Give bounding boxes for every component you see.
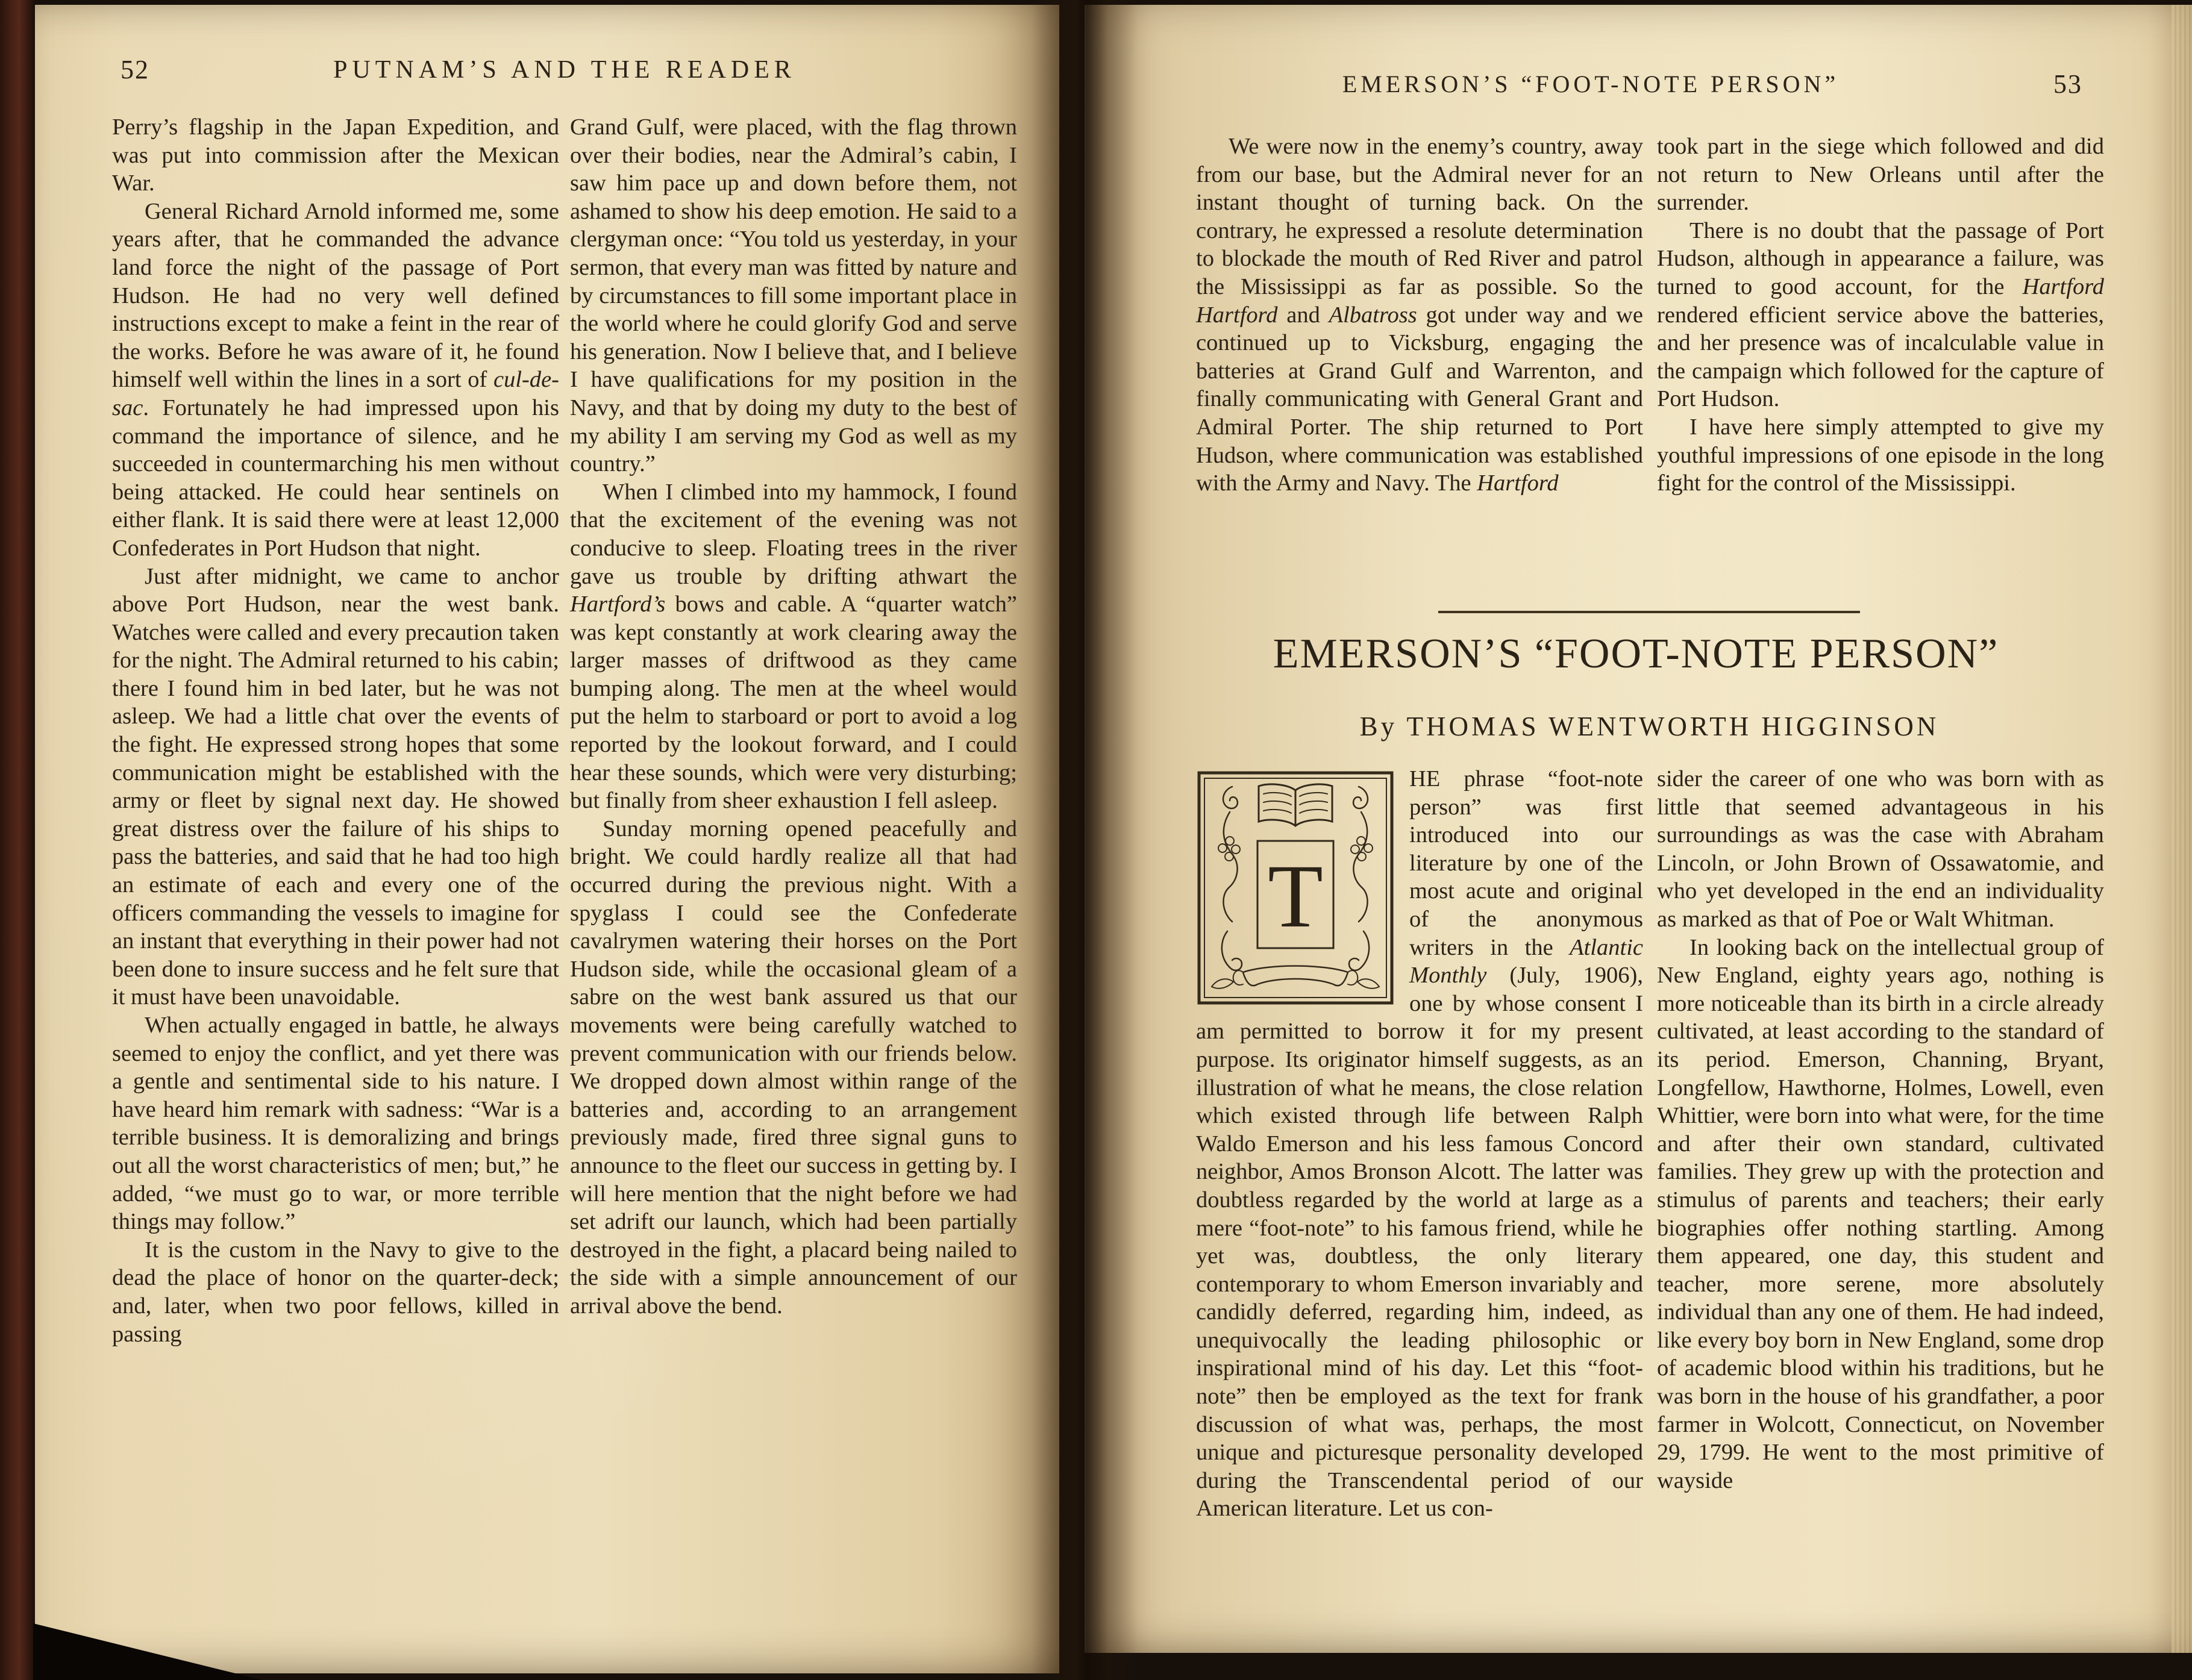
running-head-left: PUTNAM’S AND THE READER (333, 56, 796, 84)
paragraph: Just after midnight, we came to anchor above Port Hudson, near the west bank. Watches were called and every precaution taken for the night. The Admiral returned to his cabin; there I found him in bed later, but he was not asleep. We had a little chat over the events of the fight. He expressed strong hopes that some communication might be established with the army or fleet by signal next day. He showed great distress over the failure of his ships to pass the batteries, and said that he had too high an estimate of each and every one of the officers commanding the vessels to imagine for an instant that everything in their power had not been done to insure success and he felt sure that it must have been unavoidable. (112, 563, 559, 1010)
paragraph: When actually engaged in battle, he always seemed to enjoy the conflict, and yet there was a gentle and sentimental side to his nature. I have heard him remark with sadness: “War is a terrible business. It is demoralizing and brings out all the worst characteristics of men; but,” he added, “we must go to war, or more terrible things may follow.” (112, 1013, 559, 1235)
running-head-right: EMERSON’S “FOOT-NOTE PERSON” (1342, 70, 1840, 98)
paragraph: There is no doubt that the passage of Port Hudson, although in appearance a failure, was turned to good account, for the Hartford rendered efficient service above the batteries, and her presence was of incalculable value in the campaign which followed for the capture of Port Hudson. (1657, 217, 2104, 412)
paragraph: It is the custom in the Navy to give to the dead the place of honor on the quarter-deck; and, later, when two poor fellows, killed in passing (112, 1237, 559, 1347)
paragraph: Sunday morning opened peacefully and bright. We could hardly realize all that had occurred during the previous night. With a spyglass I could see the Confederate cavalrymen watering their horses on the Port Hudson side, while the occasional gleam of a sabre on the west bank assured us that our movements were being carefully watched to prevent communication with our friends below. We dropped down almost within range of the batteries and, according to an arrangement previously made, fired three signal guns to announce to the fleet our success in getting by. I will here mention that the night before we had set adrift our launch, which had been partially destroyed in the fight, a placard being nailed to the side with a simple announcement of our arrival above the bend. (570, 816, 1017, 1319)
book-spine-edge (0, 0, 35, 1680)
paragraph: took part in the siege which followed and did not return to New Orleans until after the surrender. (1657, 134, 2104, 216)
paragraph: General Richard Arnold informed me, some years after, that he commanded the advance land force the night of the passage of Port Hudson. He had no very well defined instructions except to make a feint in the rear of the works. Before he was aware of it, he found himself well within the lines in a sort of cul-de-sac. Fortunately he had impressed upon his command the importance of silence, and he succeeded in countermarching his men without being attacked. He could hear sentinels on either flank. It is said there were at least 12,000 Confederates in Port Hudson that night. (112, 198, 559, 561)
page-fore-edge (2172, 5, 2192, 1653)
paragraph: I have here simply attempted to give my youthful impressions of one episode in the long fight for the control of the Mississippi. (1657, 414, 2104, 496)
paragraph: Perry’s flagship in the Japan Expedition, and was put into commission after the Mexican War. (112, 114, 559, 196)
banner-scroll-icon (1233, 966, 1358, 986)
article-column-1 (1196, 765, 1643, 1523)
right-page (1085, 5, 2192, 1653)
right-page-top-column-1 (1196, 133, 1643, 498)
paragraph: HE phrase “foot-note person” was first introduced into our literature by one of the most acute and original of the anonymous writers in the Atlantic Monthly (July, 1906), one by whose consent I am permitted to borrow it for my present purpose. Its originator himself suggests, as an illustration of what he means, the close relation which existed through life between Ralph Waldo Emerson and his less famous Concord neighbor, Amos Bronson Alcott. The latter was doubtless regarded by the world at large as a mere “foot-note” to his famous friend, while he yet was, doubtless, the only literary contemporary to whom Emerson invariably and candidly deferred, regarding him, indeed, as unequivocally the leading philosophic or inspirational mind of his day. Let this “foot-note” then be employed as the text for frank discussion of what was, perhaps, the most unique and picturesque personality developed during the Transcendental period of our American literature. Let us con- (1196, 766, 1643, 1522)
paragraph: We were now in the enemy’s country, away from our base, but the Admiral never for an instant thought of turning back. On the contrary, he expressed a resolute determination to blockade the mouth of Red River and patrol the Mississippi as far as possible. So the Hartford and Albatross got under way and we continued up to Vicksburg, engaging the batteries at Grand Gulf and Warrenton, and finally communicating with General Grant and Admiral Porter. The ship returned to Port Hudson, where communication was established with the Army and Navy. The Hartford (1196, 134, 1643, 496)
ornamental-drop-cap (1196, 770, 1395, 1006)
page-number-left: 52 (121, 55, 149, 84)
page-number-right: 53 (2053, 69, 2082, 99)
left-page-column-2 (570, 113, 1017, 1320)
paragraph: Grand Gulf, were placed, with the flag thrown over their bodies, near the Admiral’s cabin, I saw him pace up and down before them, not ashamed to show his deep emotion. He said to a clergyman once: “You told us yesterday, in your sermon, that every man was fitted by nature and by circumstances to fill some important place in the world where he could glorify God and serve his generation. Now I believe that, and I believe I have qualifications for my position in the Navy, and that by doing my duty to the best of my ability I am serving my God as well as my country.” (570, 114, 1017, 477)
article-separator-rule (1438, 611, 1860, 613)
article-title: EMERSON’S “FOOT-NOTE PERSON” (1273, 631, 1999, 677)
paragraph: In looking back on the intellectual group of New England, eighty years ago, nothing is more noticeable than its birth in a circle already cultivated, at least according to the standard of its period. Emerson, Channing, Bryant, Longfellow, Hawthorne, Holmes, Lowell, even Whittier, were born into what were, for the time and after their own standard, cultivated families. They grew up with the protection and stimulus of parents and teachers; their early biographies offer nothing startling. Among them appeared, one day, this student and teacher, more serene, more absolutely individual than any one of them. He had indeed, like every boy born in New England, some drop of academic blood within his traditions, but he was born in the house of his grandfather, a poor farmer in Wolcott, Connecticut, on November 29, 1799. He went to the most primitive of wayside (1657, 934, 2104, 1493)
article-column-2 (1657, 765, 2104, 1494)
open-book-icon (1259, 784, 1332, 826)
paragraph: sider the career of one who was born with as little that seemed advantageous in his surroundings as was the case with Abraham Lincoln, or John Brown of Ossawatomie, and who yet developed in the end an individuality as marked as that of Poe or Walt Whitman. (1657, 766, 2104, 932)
left-page (35, 5, 1059, 1673)
article-byline: By THOMAS WENTWORTH HIGGINSON (1359, 711, 1940, 742)
right-page-top-column-2 (1657, 133, 2104, 498)
drop-cap-letter: T (1268, 846, 1323, 946)
paragraph: When I climbed into my hammock, I found that the excitement of the evening was not conducive to sleep. Floating trees in the river gave us trouble by drifting athwart the Hartford’s bows and cable. A “quarter watch” was kept constantly at work clearing away the larger masses of driftwood as they came bumping along. The men at the wheel would put the helm to starboard or port to avoid a log reported by the lookout forward, and I could hear these sounds, which were very disturbing; but finally from sheer exhaustion I fell asleep. (570, 479, 1017, 814)
left-page-column-1 (112, 113, 559, 1348)
